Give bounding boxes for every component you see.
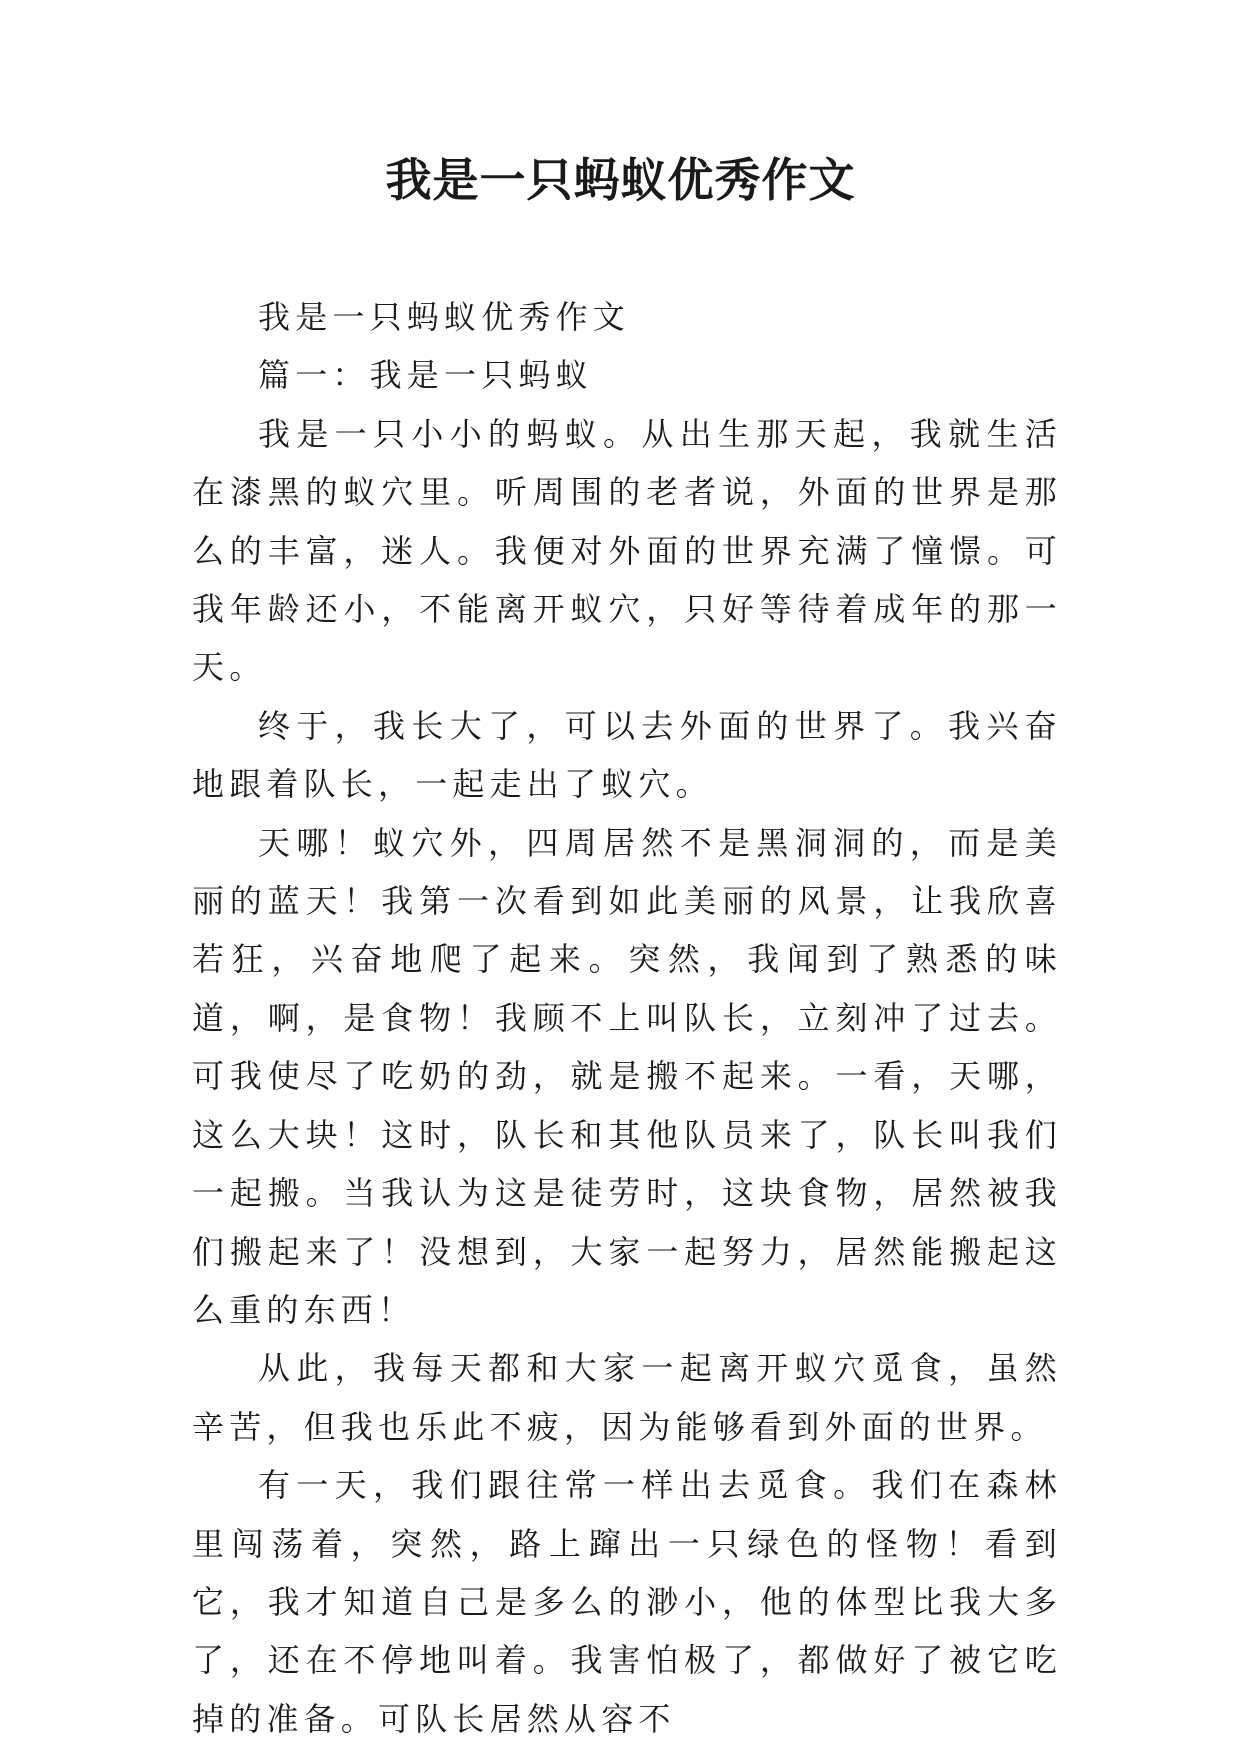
document-body — [192, 288, 1062, 1748]
paragraph-2: 终于，我长大了，可以去外面的世界了。我兴奋地跟着队长，一起走出了蚁穴。 — [192, 706, 1062, 804]
paragraph-3: 天哪！蚁穴外，四周居然不是黑洞洞的，而是美丽的蓝天！我第一次看到如此美丽的风景，让我欣喜若狂，兴奋地爬了起来。突然，我闻到了熟悉的味道，啊，是食物！我顾不上叫队长，立刻冲了过去。可我使尽了吃奶的劲，就是搬不起来。一看，天哪，这么大块！这时，队长和其他队员来了，队长叫我们一起搬。当我认为这是徒劳时，这块食物，居然被我们搬起来了！没想到，大家一起努力，居然能搬起这么重的东西！ — [192, 823, 1062, 1329]
paragraph-1: 我是一只小小的蚂蚁。从出生那天起，我就生活在漆黑的蚁穴里。听周围的老者说，外面的世界是那么的丰富，迷人。我便对外面的世界充满了憧憬。可我年龄还小，不能离开蚁穴，只好等待着成年的那一天。 — [192, 414, 1062, 687]
paragraph-4: 从此，我每天都和大家一起离开蚁穴觅食，虽然辛苦，但我也乐此不疲，因为能够看到外面的世界。 — [192, 1349, 1062, 1446]
section-heading: 篇一：我是一只蚂蚁 — [258, 356, 593, 395]
paragraph-5: 有一天，我们跟往常一样出去觅食。我们在森林里闯荡着，突然，路上蹿出一只绿色的怪物！看到它，我才知道自己是多么的渺小，他的体型比我大多了，还在不停地叫着。我害怕极了，都做好了被它吃掉的准备。可队长居然从容不 — [192, 1466, 1062, 1738]
subtitle-line: 我是一只蚂蚁优秀作文 — [258, 298, 631, 336]
document-title: 我是一只蚂蚁优秀作文 — [385, 153, 856, 207]
